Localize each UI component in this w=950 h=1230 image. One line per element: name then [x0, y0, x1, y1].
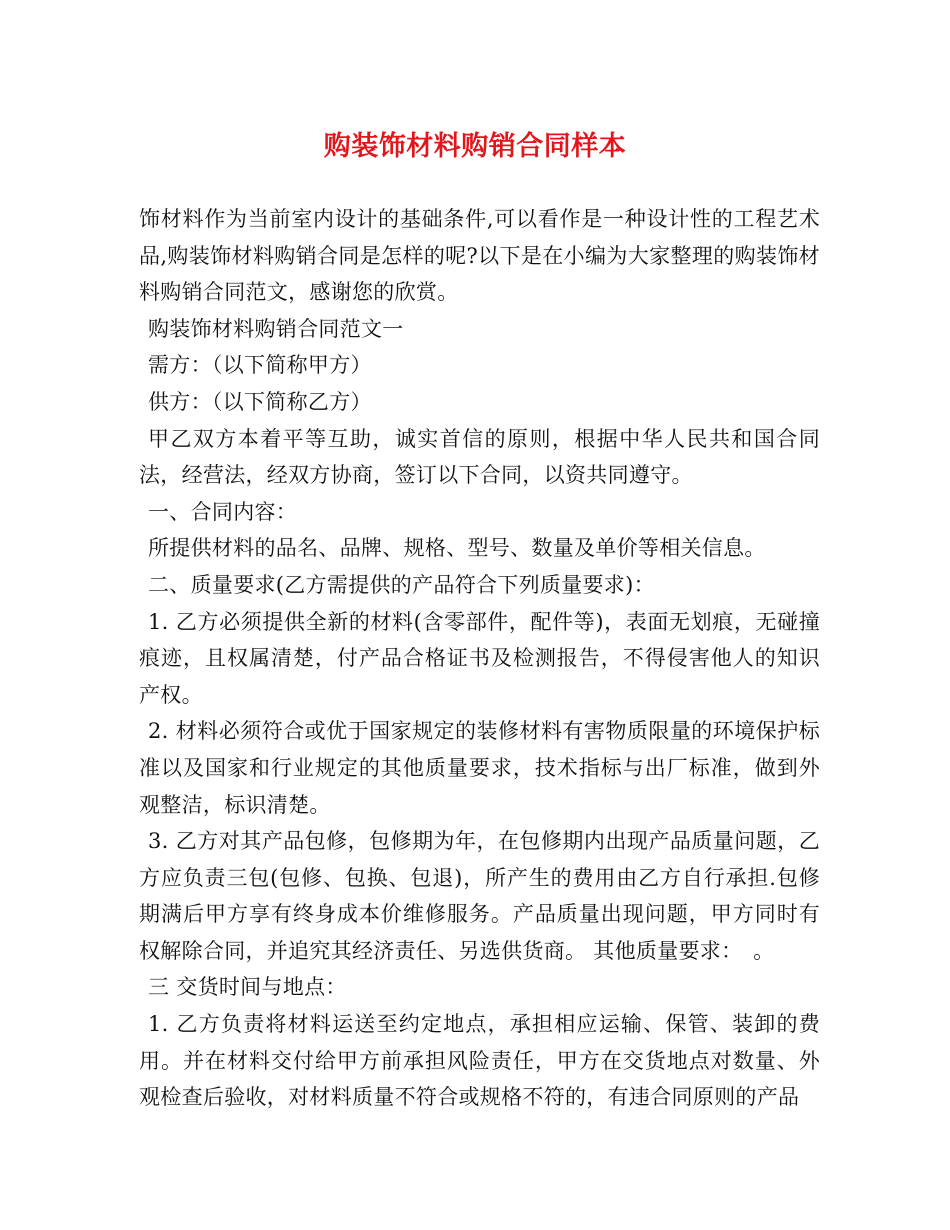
- document-title: 购装饰材料购销合同样本: [323, 131, 627, 162]
- document-body: [139, 201, 820, 1116]
- clause-heading-quality: 二、质量要求(乙方需提供的产品符合下列质量要求)：: [148, 572, 655, 597]
- section-heading-sample-one: 购装饰材料购销合同范文一: [148, 316, 404, 341]
- quality-item-3: 3. 乙方对其产品包修，包修期为年，在包修期内出现产品质量问题，乙方应负责三包(包修、包换、包退)，所产生的费用由乙方自行承担.包修期满后甲方享有终身成本价维修服务。产品质量出现问题，甲方同时有权解除合同，并追究其经济责任、另选供货商。 其他质量要求： 。: [139, 829, 820, 963]
- intro-paragraph: 饰材料作为当前室内设计的基础条件,可以看作是一种设计性的工程艺术品,购装饰材料购销合同是怎样的呢?以下是在小编为大家整理的购装饰材料购销合同范文，感谢您的欣赏。: [139, 207, 820, 305]
- clause-contents-text: 所提供材料的品名、品牌、规格、型号、数量及单价等相关信息。: [148, 536, 766, 561]
- clause-heading-contents: 一、合同内容：: [148, 499, 298, 524]
- buyer-line: 需方：（以下简称甲方）: [148, 353, 372, 378]
- quality-item-2: 2. 材料必须符合或优于国家规定的装修材料有害物质限量的环境保护标准以及国家和行业规定的其他质量要求，技术指标与出厂标准，做到外观整洁，标识清楚。: [139, 719, 820, 817]
- quality-item-1: 1. 乙方必须提供全新的材料(含零部件，配件等)，表面无划痕，无碰撞痕迹，且权属清楚，付产品合格证书及检测报告，不得侵害他人的知识产权。: [139, 609, 820, 707]
- preamble-paragraph: 甲乙双方本着平等互助，诚实首信的原则，根据中华人民共和国合同法，经营法，经双方协商，签订以下合同，以资共同遵守。: [139, 426, 820, 488]
- supplier-line: 供方：（以下简称乙方）: [148, 389, 372, 414]
- delivery-item-1: 1. 乙方负责将材料运送至约定地点，承担相应运输、保管、装卸的费用。并在材料交付给甲方前承担风险责任，甲方在交货地点对数量、外观检查后验收，对材料质量不符合或规格不符的，有违合同原则的产品: [139, 1012, 820, 1110]
- clause-heading-delivery: 三 交货时间与地点：: [148, 975, 347, 1000]
